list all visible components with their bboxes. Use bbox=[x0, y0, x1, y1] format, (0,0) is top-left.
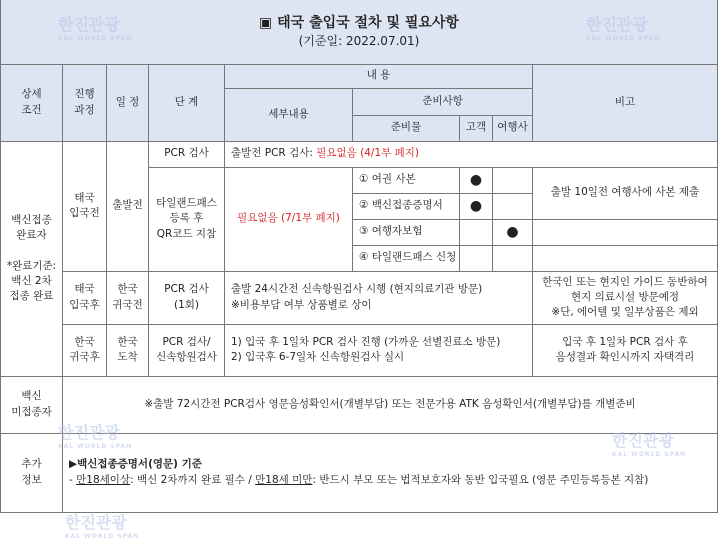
customer-dot-vaccine bbox=[460, 193, 493, 219]
header-prep-items: 준비물 bbox=[353, 115, 460, 141]
title-cell bbox=[1, 0, 718, 64]
extra-info-detail bbox=[63, 433, 718, 512]
agency-dot-insurance bbox=[493, 219, 533, 245]
watermark-logo-top-left: 한진관광 KAL WORLD SPAN bbox=[58, 15, 133, 42]
customer-cell-pass bbox=[460, 245, 493, 271]
pcr-rapid-detail: 1) 입국 후 1일차 PCR 검사 진행 (가까운 선별진료소 방문) 2) 입국후 6-7일차 신속항원검사 실시 bbox=[225, 324, 533, 376]
dot-icon: ● bbox=[506, 223, 519, 240]
korea-return-before: 한국 귀국전 bbox=[107, 271, 149, 324]
step-pcr-rapid: PCR 검사/ 신속항원검사 bbox=[149, 324, 225, 376]
watermark-logo-top-right: 한진관광 KAL WORLD SPAN bbox=[586, 15, 661, 42]
step-pcr-once: PCR 검사 (1회) bbox=[149, 271, 225, 324]
agency-cell-passport bbox=[493, 167, 533, 193]
items-remark: 출발 10일전 여행사에 사본 제출 bbox=[533, 167, 718, 219]
thai-entry-after: 태국 입국후 bbox=[63, 271, 107, 324]
header-agency: 여행사 bbox=[493, 115, 533, 141]
pcr-once-remark: 한국인 또는 현지인 가이드 동반하여 현지 의료시설 방문예정 ※단, 에어텔 및 일부상품은 제외 bbox=[533, 271, 718, 324]
square-icon: ▣ bbox=[259, 14, 273, 31]
vaccinated-cond: 백신접종 완료자 *완료기준: 백신 2차 접종 완료 bbox=[1, 141, 63, 376]
dot-icon: ● bbox=[469, 171, 483, 188]
korea-arrival: 한국 도착 bbox=[107, 324, 149, 376]
thai-entry-before: 태국 입국전 bbox=[63, 141, 107, 271]
watermark-logo-mid-left: 한진관광 KAL WORLD SPAN bbox=[58, 423, 133, 450]
header-progress: 진행 과정 bbox=[63, 64, 107, 141]
remark-blank-2 bbox=[533, 245, 718, 271]
header-content: 내 용 bbox=[225, 64, 533, 88]
extra-info-label: 추가 정보 bbox=[1, 433, 63, 512]
header-detail-cond: 상세 조건 bbox=[1, 64, 63, 141]
pcr-once-detail: 출발 24시간전 신속항원검사 시행 (현지의료기관 방문) ※비용부담 여부 상품별로 상이 bbox=[225, 271, 533, 324]
header-details: 세부내용 bbox=[225, 88, 353, 141]
prep-item-passport: ① 여권 사본 bbox=[353, 167, 460, 193]
agency-cell-vaccine bbox=[493, 193, 533, 219]
header-remarks: 비고 bbox=[533, 64, 718, 141]
thailand-pass-detail: 필요없음 (7/1부 폐지) bbox=[225, 167, 353, 271]
remark-blank-1 bbox=[533, 219, 718, 245]
pcr-rapid-remark: 입국 후 1일차 PCR 검사 후 음성결과 확인시까지 자택격리 bbox=[533, 324, 718, 376]
extra-title: ▶백신접종증명서(영문) 기준 bbox=[69, 458, 202, 471]
customer-cell-insurance bbox=[460, 219, 493, 245]
schedule-departure: 출발전 bbox=[107, 141, 149, 271]
dot-icon: ● bbox=[469, 197, 483, 214]
page-subtitle: (기준일: 2022.07.01) bbox=[298, 34, 420, 49]
prep-item-insurance: ③ 여행자보험 bbox=[353, 219, 460, 245]
prep-item-vaccine-cert: ② 백신접종증명서 bbox=[353, 193, 460, 219]
step-pcr: PCR 검사 bbox=[149, 141, 225, 167]
prep-item-thailand-pass: ④ 타일랜드패스 신청 bbox=[353, 245, 460, 271]
step-thailand-pass: 타일랜드패스 등록 후 QR코드 지참 bbox=[149, 167, 225, 271]
unvaccinated-detail: ※출발 72시간전 PCR검사 영문음성확인서(개별부담) 또는 전문가용 ATK 음성확인서(개별부담)를 개별준비 bbox=[63, 376, 718, 433]
unvaccinated-cond: 백신 미접종자 bbox=[1, 376, 63, 433]
pcr-detail: 출발전 PCR 검사: 필요없음 (4/1부 폐지) bbox=[225, 141, 718, 167]
watermark-logo-bottom: 한진관광 KAL WORLD SPAN bbox=[65, 513, 140, 540]
header-step: 단 계 bbox=[149, 64, 225, 141]
extra-line: - 만18세이상: 백신 2차까지 완료 필수 / 만18세 미만: 반드시 부모 또는 법적보호자와 동반 입국필요 (영문 주민등록등본 지참) bbox=[69, 473, 649, 486]
header-prep: 준비사항 bbox=[353, 88, 533, 115]
agency-cell-pass bbox=[493, 245, 533, 271]
watermark-logo-mid-right: 한진관광 KAL WORLD SPAN bbox=[612, 431, 687, 458]
page-title: ▣ 태국 출입국 절차 및 필요사항 bbox=[259, 14, 459, 31]
header-customer: 고객 bbox=[460, 115, 493, 141]
header-schedule: 일 정 bbox=[107, 64, 149, 141]
customer-dot-passport bbox=[460, 167, 493, 193]
korea-return-after: 한국 귀국후 bbox=[63, 324, 107, 376]
